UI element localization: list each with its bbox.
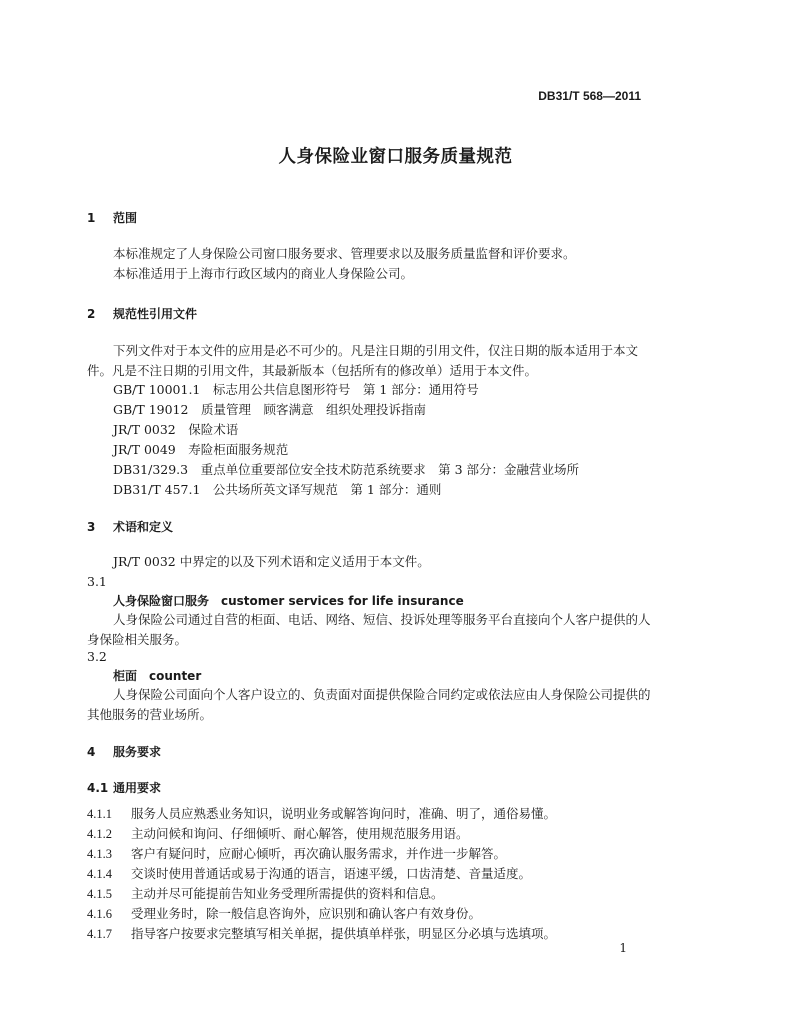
clause-item bbox=[87, 864, 531, 884]
clause-item bbox=[87, 844, 506, 864]
subsection-4-1-heading bbox=[87, 778, 161, 798]
reference-item: JR/T 0032 保险术语 bbox=[113, 422, 239, 437]
clause-number: 4.1.1 bbox=[87, 807, 112, 821]
reference-item: DB31/T 457.1 公共场所英文译写规范 第 1 部分：通则 bbox=[113, 482, 442, 497]
clause-number: 4.1.6 bbox=[87, 907, 112, 921]
term-title: 柜面 counter bbox=[113, 669, 202, 683]
term-number: 3.2 bbox=[87, 649, 107, 664]
section-2-heading bbox=[87, 304, 197, 324]
clause-text: 客户有疑问时，应耐心倾听，再次确认服务需求，并作进一步解答。 bbox=[131, 846, 507, 861]
subsection-number: 4.1 bbox=[87, 781, 109, 795]
section-1-paragraph: 本标准适用于上海市行政区域内的商业人身保险公司。 bbox=[113, 266, 414, 281]
term-title: 人身保险窗口服务 customer services for life insurance bbox=[113, 594, 464, 608]
section-3-heading bbox=[87, 517, 173, 537]
page-number: 1 bbox=[619, 941, 627, 955]
clause-text: 受理业务时，除一般信息咨询外，应识别和确认客户有效身份。 bbox=[131, 906, 482, 921]
standard-code: DB31/T 568—2011 bbox=[538, 89, 641, 103]
reference-item: GB/T 10001.1 标志用公共信息图形符号 第 1 部分：通用符号 bbox=[113, 382, 479, 397]
document-title: 人身保险业窗口服务质量规范 bbox=[278, 147, 513, 167]
reference-item: JR/T 0049 寿险柜面服务规范 bbox=[113, 442, 289, 457]
section-1-paragraph: 本标准规定了人身保险公司窗口服务要求、管理要求以及服务质量监督和评价要求。 bbox=[113, 246, 576, 261]
clause-number: 4.1.5 bbox=[87, 887, 112, 901]
section-title: 规范性引用文件 bbox=[113, 307, 198, 321]
clause-item bbox=[87, 924, 556, 944]
clause-item bbox=[87, 824, 469, 844]
clause-item bbox=[87, 884, 444, 904]
section-3-intro: JR/T 0032 中界定的以及下列术语和定义适用于本文件。 bbox=[113, 554, 430, 569]
subsection-title: 通用要求 bbox=[113, 781, 162, 795]
section-title: 服务要求 bbox=[113, 745, 162, 759]
clause-number: 4.1.2 bbox=[87, 827, 112, 841]
term-definition: 人身保险公司通过自营的柜面、电话、网络、短信、投诉处理等服务平台直接向个人客户提供的人身保险相关服务。 bbox=[87, 612, 651, 647]
clause-number: 4.1.3 bbox=[87, 847, 112, 861]
section-number: 3 bbox=[87, 520, 96, 534]
section-number: 2 bbox=[87, 307, 96, 321]
clause-number: 4.1.7 bbox=[87, 927, 112, 941]
term-number: 3.1 bbox=[87, 574, 107, 589]
clause-text: 交谈时使用普通话或易于沟通的语言，语速平缓，口齿清楚、音量适度。 bbox=[131, 866, 532, 881]
clause-number: 4.1.4 bbox=[87, 867, 112, 881]
section-1-heading bbox=[87, 208, 137, 228]
clause-item bbox=[87, 904, 481, 924]
clause-text: 主动并尽可能提前告知业务受理所需提供的资料和信息。 bbox=[131, 886, 444, 901]
section-4-heading bbox=[87, 742, 161, 762]
section-number: 1 bbox=[87, 211, 96, 225]
section-number: 4 bbox=[87, 745, 96, 759]
clause-text: 指导客户按要求完整填写相关单据，提供填单样张，明显区分必填与选填项。 bbox=[131, 926, 557, 941]
section-2-intro: 下列文件对于本文件的应用是必不可少的。凡是注日期的引用文件，仅注日期的版本适用于本文件。凡是不注日期的引用文件，其最新版本（包括所有的修改单）适用于本文件。 bbox=[87, 343, 639, 378]
section-title: 范围 bbox=[113, 211, 138, 225]
clause-text: 主动问候和询问、仔细倾听、耐心解答，使用规范服务用语。 bbox=[131, 826, 469, 841]
clause-item bbox=[87, 804, 556, 824]
term-definition: 人身保险公司面向个人客户设立的、负责面对面提供保险合同约定或依法应由人身保险公司提供的其他服务的营业场所。 bbox=[87, 687, 651, 722]
reference-item: DB31/329.3 重点单位重要部位安全技术防范系统要求 第 3 部分：金融营业场所 bbox=[113, 462, 580, 477]
clause-text: 服务人员应熟悉业务知识，说明业务或解答询问时，准确、明了，通俗易懂。 bbox=[131, 806, 557, 821]
reference-item: GB/T 19012 质量管理 顾客满意 组织处理投诉指南 bbox=[113, 402, 426, 417]
section-title: 术语和定义 bbox=[113, 520, 174, 534]
